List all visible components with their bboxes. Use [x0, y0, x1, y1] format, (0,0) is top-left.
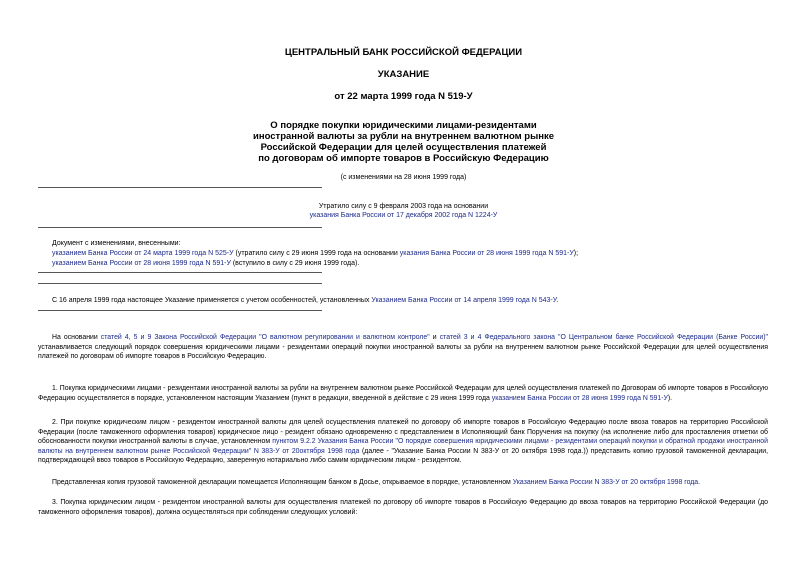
preamble-text-3: устанавливается следующий порядок совершения юридическими лицами - резидентами операций покупки иностранной валюты за рубли на внутреннем валютном рынке Российской Федерации для целей осуществления платежей по договорам об импорте товаров в Российскую Федерацию.: [38, 343, 768, 361]
preamble-paragraph: [38, 333, 768, 362]
changes-item-1-end: );: [573, 250, 579, 257]
changes-item-2-text: (вступило в силу с 29 июня 1999 года).: [230, 260, 360, 267]
doc-date: от 22 марта 1999 года N 519-У: [334, 91, 473, 102]
paragraph-1: [38, 384, 768, 403]
notice: [52, 296, 558, 305]
changes-item-1: [52, 249, 578, 258]
divider: [38, 227, 322, 228]
divider: [38, 272, 322, 273]
title-line-2: иностранной валюты за рубли на внутреннем валютном рынке: [253, 131, 554, 142]
preamble-text-1: На основании: [52, 334, 101, 341]
divider: [38, 283, 322, 284]
changes-intro: Документ с изменениями, внесенными:: [52, 240, 181, 247]
changes-item-1-text: (утратило силу с 29 июня 1999 года на основании: [233, 250, 400, 257]
paragraph-3: 3. Покупка юридическим лицом - резидентом иностранной валюты для осуществления платежей по договору об импорте товаров в Российскую Федерацию до ввоза товаров на территорию Российской Федерации (до таможенного оформления товаров), должна осуществляться при соблюдении следующих условий:: [38, 499, 768, 516]
preamble-text-2: и: [429, 334, 440, 341]
changes-item-1-link[interactable]: указанием Банка России от 24 марта 1999 года N 525-У: [52, 250, 234, 257]
preamble-link-2[interactable]: статей 3 и 4 Федерального закона "О Центральном банке Российской Федерации (Банке России)": [439, 334, 768, 341]
changes-item-1-link-2[interactable]: указания Банка России от 28 июня 1999 года N 591-У: [399, 250, 574, 257]
org-name: ЦЕНТРАЛЬНЫЙ БАНК РОССИЙСКОЙ ФЕДЕРАЦИИ: [284, 47, 523, 58]
paragraph-1-end: ).: [667, 394, 673, 402]
paragraph-2b: [38, 478, 768, 488]
doc-type: УКАЗАНИЕ: [377, 69, 430, 80]
divider: [38, 310, 322, 311]
paragraph-2-link[interactable]: пунктом 9.2.2 Указания Банка России "О порядке совершения юридическими лицами - резидентами операций покупки и обратной продажи иностранной валюты на внутреннем валютном рынке Российской Федерации" N 383-У от 20октября 1998 года: [38, 438, 768, 455]
amend-note: (с изменениями на 28 июня 1999 года): [340, 174, 467, 181]
title-line-1: О порядке покупки юридическими лицами-резидентами: [270, 120, 537, 131]
paragraph-1-link[interactable]: указанием Банка России от 28 июня 1999 года N 591-У: [491, 394, 668, 402]
paragraph-2b-text: Представленная копия грузовой таможенной декларации помещается Исполняющим банком в Досье, открываемое в порядке, установленном: [52, 479, 513, 486]
title-line-3: Российской Федерации для целей осуществления платежей: [260, 142, 547, 153]
paragraph-2: [38, 418, 768, 466]
changes-item-2-link[interactable]: указанием Банка России от 28 июня 1999 года N 591-У: [52, 260, 231, 267]
notice-end: .: [556, 297, 559, 304]
paragraph-2b-link[interactable]: Указанием Банка России N 383-У от 20 октября 1998 года: [512, 479, 699, 486]
divider: [38, 187, 322, 188]
paragraph-2-text-2: (далее - "Указание Банка России N 383-У от 20 октября 1998 года.)) представить копию грузовой таможенной декларации, подтверждающей ввоз товаров в Российскую Федерацию, заверенную нотариально либо самим юридическим лицом - резидентом.: [38, 447, 768, 465]
changes-item-2: [52, 259, 359, 268]
repeal-link[interactable]: указания Банка России от 17 декабря 2002 года N 1224-У: [309, 212, 498, 219]
notice-link[interactable]: Указанием Банка России от 14 апреля 1999 года N 543-У: [371, 297, 557, 304]
paragraph-2b-end: .: [698, 479, 701, 486]
repeal-text: Утратило силу с 9 февраля 2003 года на основании: [318, 203, 489, 210]
repeal-link-line: [0, 211, 807, 220]
notice-text: С 16 апреля 1999 года настоящее Указание применяется с учетом особенностей, установленных: [52, 297, 372, 304]
paragraph-2-text-1: 2. При покупке юридическим лицом - резидентом иностранной валюты для целей осуществления платежей по договору об импорте товаров в Российскую Федерацию после ввоза товаров на территорию Российской Федерации (после таможенного оформления товаров) юридическое лицо - резидент обязано одновременно с представлением в Исполняющий банк Поручения на покупку (на исполнение либо для проставления отметки об обоснованности покупки иностранной валюты в случае, установленном: [38, 419, 768, 446]
title-line-4: по договорам об импорте товаров в Российскую Федерацию: [258, 153, 549, 164]
preamble-link-1[interactable]: статей 4, 5 и 9 Закона Российской Федерации "О валютном регулировании и валютном контроле": [100, 334, 430, 341]
paragraph-1-text: 1. Покупка юридическими лицами - резидентами иностранной валюты за рубли на внутреннем валютном рынке Российской Федерации для целей осуществления платежей по Договорам об импорте товаров в Российскую Федерацию осуществляется в порядке, установленном настоящим Указанием (пункт в редакции, введенной в действие с 29 июня 1999 года: [38, 385, 768, 402]
